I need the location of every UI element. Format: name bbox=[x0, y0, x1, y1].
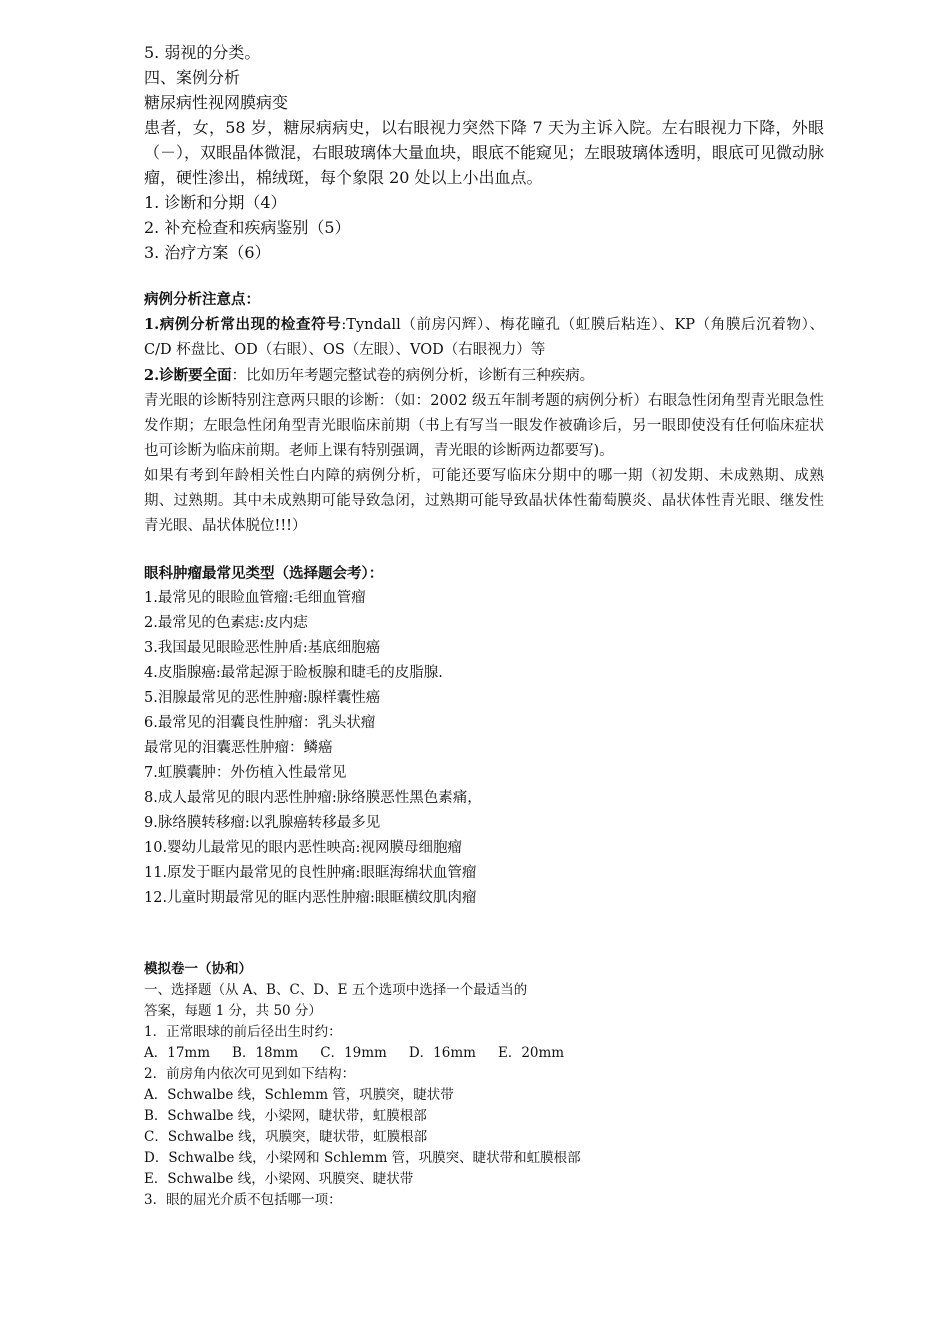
tumor-item: 1.最常见的眼睑血管瘤:毛细血管瘤 bbox=[144, 590, 366, 606]
section-heading: 四、案例分析 bbox=[144, 68, 241, 87]
document-page bbox=[144, 40, 824, 1211]
exam-intro-line-1: 一、选择题（从 A、B、C、D、E 五个选项中选择一个最适当的 bbox=[144, 982, 528, 998]
exam-title: 模拟卷一（协和） bbox=[144, 961, 252, 977]
question-3: 3．眼的屈光介质不包括哪一项： bbox=[144, 1192, 342, 1208]
spacer bbox=[144, 265, 824, 287]
notes-paragraph-2 bbox=[144, 363, 824, 389]
spacer bbox=[144, 911, 824, 959]
question-1-options bbox=[144, 1043, 824, 1064]
case-title: 糖尿病性视网膜病变 bbox=[144, 93, 289, 112]
tumor-item: 11.原发于眶内最常见的良性肿痛:眼眶海绵状血管瘤 bbox=[144, 865, 477, 881]
tumor-item: 5.泪腺最常见的恶性肿瘤:腺样囊性癌 bbox=[144, 690, 381, 706]
case-question-2: 2. 补充检查和疾病鉴别（5） bbox=[144, 218, 351, 237]
tumor-item: 12.儿童时期最常见的眶内恶性肿瘤:眼眶横纹肌肉瘤 bbox=[144, 890, 477, 906]
q2-option-e: E．Schwalbe 线，小梁网、巩膜突、睫状带 bbox=[144, 1171, 414, 1187]
spacer bbox=[144, 539, 824, 561]
question-1: 1．正常眼球的前后径出生时约： bbox=[144, 1024, 342, 1040]
question-2: 2．前房角内依次可见到如下结构： bbox=[144, 1066, 356, 1082]
q1-option-a: A．17mm bbox=[144, 1045, 211, 1061]
tumor-item: 9.脉络膜转移瘤:以乳腺癌转移最多见 bbox=[144, 815, 381, 831]
exam-intro-line-2: 答案，每题 1 分，共 50 分） bbox=[144, 1003, 322, 1019]
notes-p1-bold: 1.病例分析常出现的检查符号 bbox=[144, 316, 342, 333]
notes-p2-bold: 2.诊断要全面 bbox=[144, 367, 232, 384]
tumor-item: 2.最常见的色素痣:皮内痣 bbox=[144, 615, 308, 631]
q1-option-c: C．19mm bbox=[320, 1045, 387, 1061]
tumor-item: 10.婴幼儿最常见的眼内恶性映高:视网膜母细胞瘤 bbox=[144, 840, 462, 856]
tumors-title: 眼科肿瘤最常见类型（选择题会考）： bbox=[144, 565, 384, 582]
item-5: 5. 弱视的分类。 bbox=[144, 43, 261, 62]
notes-paragraph-3: 青光眼的诊断特别注意两只眼的诊断：（如：2002 级五年制考题的病例分析）右眼急性闭角型青光眼急性发作期；左眼急性闭角型青光眼临床前期（书上有写当一眼发作被确诊后，另一眼即使没有任何临床症状也可诊断为临床前期。老师上课有特别强调，青光眼的诊断两边都要写)。 bbox=[144, 393, 824, 459]
q1-option-b: B．18mm bbox=[232, 1045, 299, 1061]
q2-option-b: B．Schwalbe 线，小梁网，睫状带，虹膜根部 bbox=[144, 1108, 427, 1124]
notes-title: 病例分析注意点： bbox=[144, 291, 260, 308]
tumor-item: 4.皮脂腺癌:最常起源于睑板腺和睫毛的皮脂腺. bbox=[144, 665, 443, 681]
tumor-item: 6.最常见的泪囊良性肿瘤：乳头状瘤 bbox=[144, 715, 376, 731]
tumor-item: 最常见的泪囊恶性肿瘤：鳞癌 bbox=[144, 740, 333, 756]
case-description: 患者，女，58 岁，糖尿病病史，以右眼视力突然下降 7 天为主诉入院。左右眼视力下降，外眼（－），双眼晶体微混，右眼玻璃体大量血块，眼底不能窥见；左眼玻璃体透明，眼底可见微动脉瘤，硬性渗出，棉绒斑，每个象限 20 处以上小出血点。 bbox=[144, 118, 825, 187]
case-question-3: 3. 治疗方案（6） bbox=[144, 243, 271, 262]
notes-paragraph-4: 如果有考到年龄相关性白内障的病例分析，可能还要写临床分期中的哪一期（初发期、未成熟期、成熟期、过熟期。其中未成熟期可能导致急闭，过熟期可能导致晶状体性葡萄膜炎、晶状体性青光眼、继发性青光眼、晶状体脱位!!!） bbox=[144, 468, 824, 534]
notes-p1-text: :Tyndall（前房闪辉）、梅花瞳孔（虹膜后粘连）、KP（角膜后沉着物）、C/D 杯盘比、OD（右眼）、OS（左眼）、VOD（右眼视力）等 bbox=[144, 317, 825, 358]
q1-option-d: D．16mm bbox=[408, 1045, 476, 1061]
tumor-item: 3.我国最见眼睑恶性肿盾:基底细胞癌 bbox=[144, 640, 381, 656]
tumor-item: 7.虹膜囊肿：外伤植入性最常见 bbox=[144, 765, 347, 781]
notes-paragraph-1 bbox=[144, 312, 824, 363]
q2-option-a: A．Schwalbe 线，Schlemm 管，巩膜突，睫状带 bbox=[144, 1087, 454, 1103]
case-question-1: 1. 诊断和分期（4） bbox=[144, 193, 287, 212]
q2-option-c: C．Schwalbe 线，巩膜突，睫状带，虹膜根部 bbox=[144, 1129, 428, 1145]
notes-p2-text: ：比如历年考题完整试卷的病例分析，诊断有三种疾病。 bbox=[231, 368, 595, 384]
tumor-item: 8.成人最常见的眼内恶性肿瘤:脉络膜恶性黑色素痛， bbox=[144, 790, 482, 806]
q1-option-e: E．20mm bbox=[497, 1045, 565, 1061]
q2-option-d: D．Schwalbe 线，小梁网和 Schlemm 管，巩膜突、睫状带和虹膜根部 bbox=[144, 1150, 581, 1166]
